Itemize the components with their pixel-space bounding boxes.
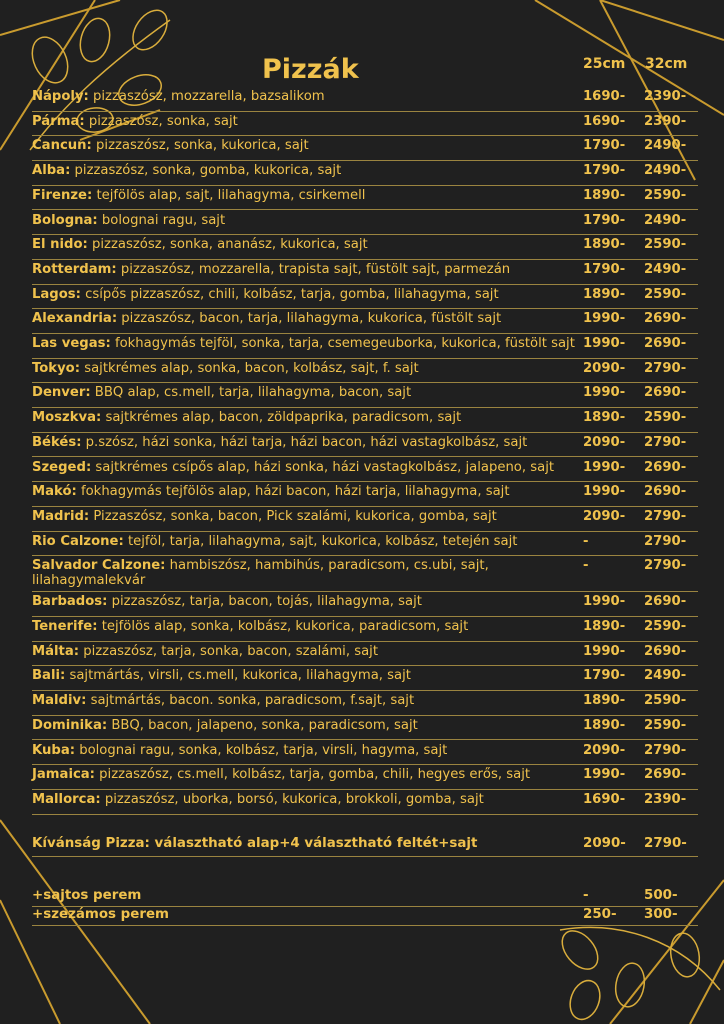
pizza-ingredients: pizzaszósz, uborka, borsó, kukorica, brokkoli, gomba, sajt (100, 791, 484, 807)
pizza-ingredients: pizzaszósz, sonka, gomba, kukorica, sajt (70, 163, 342, 179)
price-32: 2690- (644, 336, 687, 351)
pizza-row (32, 617, 698, 642)
pizza-description (32, 410, 580, 425)
pizza-name: Firenze: (32, 187, 93, 203)
price-25: 2090- (583, 360, 626, 376)
price-32: 2590- (644, 237, 687, 253)
price-32: 2790- (644, 434, 687, 450)
pizza-row (32, 235, 698, 260)
pizza-description (32, 435, 580, 450)
price-32: 2690- (644, 484, 687, 500)
pizza-name: Kuba: (32, 742, 75, 758)
pizza-ingredients: sajtkrémes csípős alap, házi sonka, házi vastagkolbász, jalapeno, sajt (91, 459, 555, 475)
price-25: 1990- (583, 459, 626, 475)
pizza-row (32, 532, 698, 557)
pizza-row (32, 741, 698, 766)
pizza-description (32, 619, 580, 634)
price-32: 2590- (644, 693, 687, 709)
pizza-row (32, 482, 698, 507)
price-32: 2790- (644, 360, 687, 376)
page-title: Pizzák (262, 54, 359, 85)
pizza-row (32, 285, 698, 310)
pizza-ingredients: pizzaszósz, mozzarella, trapista sajt, füstölt sajt, parmezán (116, 261, 511, 277)
price-25: 2090- (583, 742, 626, 758)
pizza-name: Rotterdam: (32, 261, 117, 277)
price-25: 1890- (583, 410, 626, 426)
price-25: 1990- (583, 311, 626, 327)
pizza-name: Bali: (32, 668, 66, 684)
pizza-description (32, 693, 580, 708)
price-32: 2690- (644, 311, 687, 327)
price-25: 1790- (583, 668, 626, 684)
pizza-name: El nido: (32, 237, 88, 253)
pizza-row (32, 691, 698, 716)
price-25: 1690- (583, 791, 626, 807)
price-25: 1690- (583, 89, 626, 104)
price-25: 1790- (583, 212, 626, 228)
pizza-description (32, 460, 580, 475)
price-32: 2690- (644, 594, 687, 610)
price-25: 1790- (583, 138, 626, 154)
pizza-ingredients: fokhagymás tejföl, sonka, tarja, csemegeuborka, kukorica, füstölt sajt (110, 336, 575, 351)
pizza-ingredients: BBQ alap, cs.mell, tarja, lilahagyma, bacon, sajt (90, 385, 412, 401)
price-25: 1990- (583, 594, 626, 610)
pizza-ingredients: pizzaszósz, cs.mell, kolbász, tarja, gomba, chili, hegyes erős, sajt (94, 767, 531, 783)
pizza-name: Alexandria: (32, 311, 118, 327)
price-32: 2490- (644, 668, 687, 684)
pizza-description (32, 385, 580, 400)
size-header-25: 25cm (583, 56, 626, 72)
price-32: 2690- (644, 385, 687, 401)
extra-label: +sajtos perem (32, 888, 142, 903)
pizza-row (32, 433, 698, 458)
special-pizza-label: Kívánság Pizza: választható alap+4 választható feltét+sajt (32, 836, 478, 851)
pizza-ingredients: bolognai ragu, sonka, kolbász, tarja, virsli, hagyma, sajt (75, 742, 448, 758)
price-32: 2690- (644, 459, 687, 475)
pizza-name: Lagos: (32, 286, 81, 302)
pizza-description (32, 558, 580, 588)
pizza-row (32, 309, 698, 334)
pizza-name: Dominika: (32, 717, 108, 733)
pizza-row (32, 161, 698, 186)
price-25: 1990- (583, 385, 626, 401)
pizza-ingredients: tejfölös alap, sonka, kolbász, kukorica, paradicsom, sajt (97, 619, 469, 634)
pizza-ingredients: bolognai ragu, sajt (97, 212, 226, 228)
price-32: 300- (644, 907, 678, 922)
special-pizza-row (32, 834, 698, 857)
pizza-description (32, 534, 580, 549)
price-25: 2090- (583, 508, 626, 524)
price-32: 2390- (644, 113, 687, 129)
pizza-description (32, 743, 580, 758)
pizza-row (32, 260, 698, 285)
price-32: 2490- (644, 163, 687, 179)
pizza-row (32, 642, 698, 667)
pizza-row (32, 458, 698, 483)
pizza-name: Makó: (32, 484, 77, 500)
price-32: 2790- (644, 836, 687, 851)
price-32: 2490- (644, 261, 687, 277)
price-25: 1890- (583, 286, 626, 302)
pizza-ingredients: Pizzaszósz, sonka, bacon, Pick szalámi, kukorica, gomba, sajt (89, 508, 497, 524)
pizza-description (32, 767, 580, 782)
pizza-description (32, 509, 580, 524)
pizza-name: Moszkva: (32, 410, 102, 426)
price-25: - (583, 558, 589, 574)
pizza-row (32, 716, 698, 741)
pizza-name: Párma: (32, 113, 85, 129)
pizza-ingredients: pizzaszósz, tarja, bacon, tojás, lilahagyma, sajt (107, 594, 422, 610)
pizza-description (32, 718, 580, 733)
pizza-description (32, 262, 580, 277)
pizza-name: Maldiv: (32, 693, 87, 709)
extra-row (32, 887, 698, 907)
pizza-ingredients: pizzaszósz, mozzarella, bazsalikom (88, 89, 325, 104)
size-header-32: 32cm (645, 56, 688, 72)
price-25: - (583, 888, 589, 903)
pizza-row (32, 211, 698, 236)
pizza-ingredients: tejfölös alap, sajt, lilahagyma, csirkemell (92, 187, 366, 203)
price-32: 2590- (644, 717, 687, 733)
pizza-name: Denver: (32, 385, 91, 401)
price-25: 1790- (583, 261, 626, 277)
pizza-description (32, 668, 580, 683)
price-25: 1890- (583, 717, 626, 733)
pizza-ingredients: pizzaszósz, sonka, ananász, kukorica, sajt (87, 237, 368, 253)
price-32: 2590- (644, 286, 687, 302)
pizza-name: Málta: (32, 643, 80, 659)
pizza-description (32, 644, 580, 659)
price-32: 2490- (644, 138, 687, 154)
pizza-name: Alba: (32, 163, 71, 179)
pizza-description (32, 311, 580, 326)
pizza-description (32, 336, 580, 351)
pizza-ingredients: sajtmártás, bacon. sonka, paradicsom, f.sajt, sajt (86, 693, 415, 709)
pizza-row (32, 666, 698, 691)
price-32: 2690- (644, 767, 687, 783)
pizza-row (32, 790, 698, 815)
pizza-name: Mallorca: (32, 791, 101, 807)
pizza-ingredients: p.szósz, házi sonka, házi tarja, házi bacon, házi vastagkolbász, sajt (81, 434, 528, 450)
pizza-description (32, 138, 580, 153)
price-32: 2590- (644, 187, 687, 203)
pizza-row (32, 592, 698, 617)
pizza-description (32, 89, 580, 104)
pizza-ingredients: sajtkrémes alap, bacon, zöldpaprika, paradicsom, sajt (101, 410, 462, 426)
pizza-description (32, 594, 580, 609)
price-25: 1990- (583, 767, 626, 783)
pizza-row (32, 334, 698, 359)
pizza-row (32, 186, 698, 211)
pizza-ingredients: sajtkrémes alap, sonka, bacon, kolbász, sajt, f. sajt (80, 360, 419, 376)
price-32: 2790- (644, 742, 687, 758)
price-32: 500- (644, 888, 678, 903)
pizza-name: Tokyo: (32, 360, 81, 376)
pizza-name: Las vegas: (32, 336, 111, 351)
pizza-ingredients: tejföl, tarja, lilahagyma, sajt, kukorica, kolbász, tetején sajt (123, 533, 518, 549)
pizza-name: Tenerife: (32, 619, 98, 634)
pizza-description (32, 237, 580, 252)
pizza-row (32, 112, 698, 137)
pizza-name: Bologna: (32, 212, 98, 228)
pizza-row (32, 87, 698, 112)
pizza-description (32, 792, 580, 807)
price-25: - (583, 533, 589, 549)
pizza-ingredients: fokhagymás tejfölös alap, házi bacon, házi tarja, lilahagyma, sajt (76, 484, 510, 500)
price-25: 1890- (583, 619, 626, 634)
price-25: 2090- (583, 434, 626, 450)
pizza-name: Jamaica: (32, 767, 95, 783)
price-25: 1690- (583, 113, 626, 129)
price-32: 2590- (644, 619, 687, 634)
pizza-row (32, 507, 698, 532)
price-32: 2590- (644, 410, 687, 426)
pizza-ingredients: pizzaszósz, tarja, sonka, bacon, szalámi, sajt (79, 643, 379, 659)
price-25: 1890- (583, 237, 626, 253)
pizza-name: Barbados: (32, 594, 108, 610)
pizza-row (32, 556, 698, 592)
pizza-description (32, 188, 580, 203)
pizza-description (32, 287, 580, 302)
pizza-row (32, 765, 698, 790)
pizza-ingredients: hambiszósz, hambihús, paradicsom, cs.ubi, sajt, lilahagymalekvár (32, 558, 489, 589)
pizza-name: Békés: (32, 434, 82, 450)
pizza-ingredients: pizzaszósz, bacon, tarja, lilahagyma, kukorica, füstölt sajt (117, 311, 502, 327)
pizza-row (32, 383, 698, 408)
pizza-ingredients: BBQ, bacon, jalapeno, sonka, paradicsom, sajt (107, 717, 418, 733)
price-25: 2090- (583, 836, 626, 851)
pizza-description (32, 484, 580, 499)
pizza-row (32, 136, 698, 161)
price-32: 2790- (644, 508, 687, 524)
price-32: 2390- (644, 791, 687, 807)
price-25: 1990- (583, 484, 626, 500)
pizza-name: Nápoly: (32, 89, 89, 104)
pizza-ingredients: pizzaszósz, sonka, kukorica, sajt (91, 138, 309, 154)
pizza-description (32, 114, 580, 129)
pizza-ingredients: pizzaszósz, sonka, sajt (84, 113, 238, 129)
pizza-name: Szeged: (32, 459, 92, 475)
pizza-name: Cancun: (32, 138, 92, 154)
pizza-name: Rio Calzone: (32, 533, 124, 549)
price-25: 1890- (583, 693, 626, 709)
price-32: 2690- (644, 643, 687, 659)
pizza-description (32, 361, 580, 376)
pizza-description (32, 213, 580, 228)
extra-row (32, 906, 698, 926)
pizza-name: Madrid: (32, 508, 90, 524)
pizza-row (32, 408, 698, 433)
extra-label: +szezámos perem (32, 907, 169, 922)
pizza-description (32, 163, 580, 178)
pizza-ingredients: sajtmártás, virsli, cs.mell, kukorica, lilahagyma, sajt (65, 668, 411, 684)
price-25: 1990- (583, 643, 626, 659)
price-25: 1890- (583, 187, 626, 203)
pizza-ingredients: csípős pizzaszósz, chili, kolbász, tarja, gomba, lilahagyma, sajt (80, 286, 499, 302)
price-32: 2790- (644, 558, 687, 574)
price-32: 2790- (644, 533, 687, 549)
price-32: 2390- (644, 89, 687, 104)
price-25: 1990- (583, 336, 626, 351)
pizza-row (32, 359, 698, 384)
pizza-name: Salvador Calzone: (32, 558, 166, 574)
price-32: 2490- (644, 212, 687, 228)
price-25: 1790- (583, 163, 626, 179)
price-25: 250- (583, 907, 617, 922)
